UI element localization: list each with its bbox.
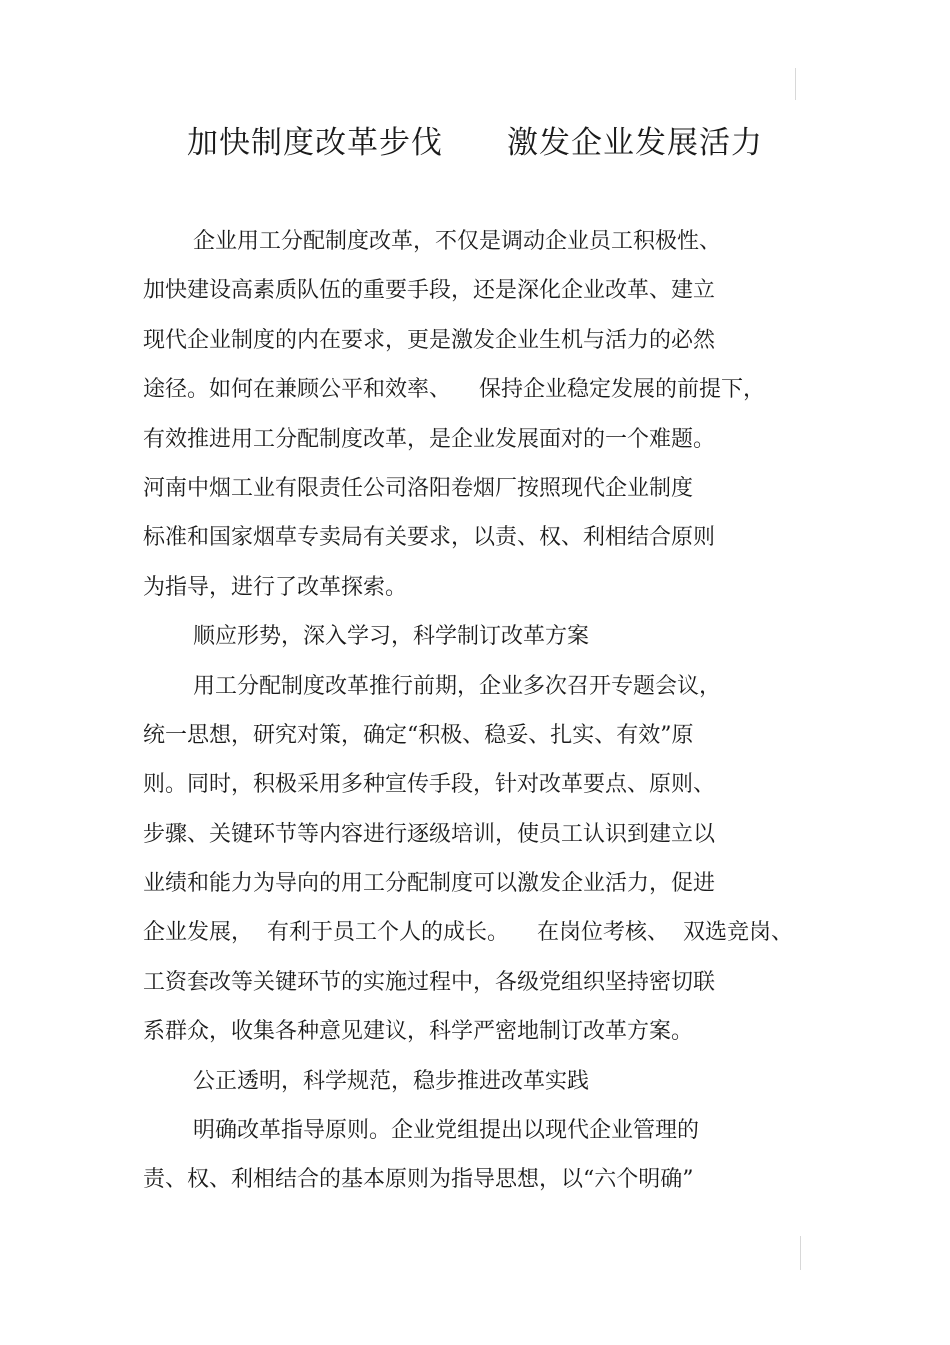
title-part-1: 加快制度改革步伐 xyxy=(187,125,443,161)
document-title xyxy=(0,123,950,163)
title-part-2: 激发企业发展活力 xyxy=(507,125,763,161)
paragraph-line: 现代企业制度的内在要求，更是激发企业生机与活力的必然 xyxy=(143,327,716,353)
paragraph-line: 企业发展， 有利于员工个人的成长。 在岗位考核、 双选竞岗、 xyxy=(143,920,793,946)
paragraph-line: 责、权、利相结合的基本原则为指导思想，以“六个明确” xyxy=(143,1167,694,1193)
paragraph-line: 为指导，进行了改革探索。 xyxy=(143,574,408,600)
paragraph-line: 途径。如何在兼顾公平和效率、 保持企业稳定发展的前提下， xyxy=(143,377,765,403)
paragraph-line: 统一思想，研究对策，确定“积极、稳妥、扎实、有效”原 xyxy=(143,722,694,748)
paragraph-line: 河南中烟工业有限责任公司洛阳卷烟厂按照现代企业制度 xyxy=(143,475,694,501)
paragraph-line: 明确改革指导原则。企业党组提出以现代企业管理的 xyxy=(193,1118,700,1144)
document-body xyxy=(143,222,823,1210)
paragraph-line: 企业用工分配制度改革，不仅是调动企业员工积极性、 xyxy=(193,229,722,254)
paragraph-line: 有效推进用工分配制度改革，是企业发展面对的一个难题。 xyxy=(143,426,716,452)
page-edge-mark-bottom xyxy=(800,1236,801,1270)
page-edge-mark-top xyxy=(795,68,796,100)
paragraph-line: 工资套改等关键环节的实施过程中，各级党组织坚持密切联 xyxy=(143,969,716,995)
paragraph-line: 业绩和能力为导向的用工分配制度可以激发企业活力，促进 xyxy=(143,871,716,897)
paragraph-line: 步骤、关键环节等内容进行逐级培训，使员工认识到建立以 xyxy=(143,821,716,847)
section-heading: 公正透明，科学规范，稳步推进改革实践 xyxy=(193,1068,590,1094)
paragraph-line: 加快建设高素质队伍的重要手段，还是深化企业改革、建立 xyxy=(143,278,716,304)
paragraph-line: 则。同时，积极采用多种宣传手段，针对改革要点、原则、 xyxy=(143,772,716,798)
section-heading: 顺应形势，深入学习，科学制订改革方案 xyxy=(193,624,590,650)
paragraph-line: 标准和国家烟草专卖局有关要求，以责、权、利相结合原则 xyxy=(143,525,716,551)
paragraph-line: 系群众，收集各种意见建议，科学严密地制订改革方案。 xyxy=(143,1019,694,1045)
paragraph-line: 用工分配制度改革推行前期，企业多次召开专题会议， xyxy=(193,673,722,699)
